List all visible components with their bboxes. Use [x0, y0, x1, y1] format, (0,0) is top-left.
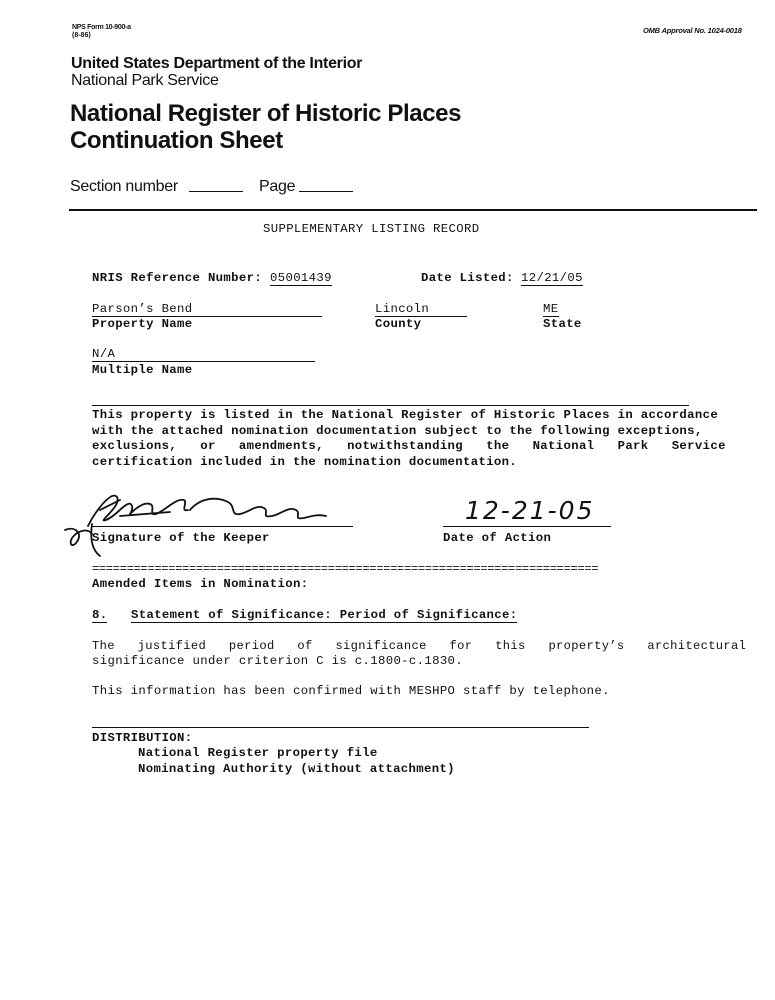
date-listed-label: Date Listed:	[421, 271, 514, 285]
record-title: SUPPLEMENTARY LISTING RECORD	[263, 222, 480, 236]
amended-label: Amended Items in Nomination:	[92, 577, 309, 591]
date-of-action-handwritten: 12-21-05	[465, 496, 595, 525]
department-name: United States Department of the Interior	[71, 55, 363, 72]
form-date: (8-86)	[72, 32, 91, 39]
justified-line: significance under criterion C is c.1800-c.1830.	[92, 654, 464, 668]
property-name-label: Property Name	[92, 317, 193, 331]
state-label: State	[543, 317, 582, 331]
date-of-action-line	[443, 526, 611, 527]
property-name-value: Parson’s Bend	[92, 302, 322, 317]
distribution-label: DISTRIBUTION:	[92, 731, 193, 745]
header-divider	[69, 209, 757, 211]
page-title: National Register of Historic Places	[70, 100, 462, 127]
county-value: Lincoln	[375, 302, 467, 317]
omb-approval: OMB Approval No. 1024-0018	[643, 26, 742, 35]
page-label: Page	[259, 178, 296, 195]
page-subtitle: Continuation Sheet	[70, 127, 283, 154]
state-value: ME	[543, 302, 559, 316]
statement-line: with the attached nomination documentation subject to the following exceptions,	[92, 424, 703, 438]
date-of-action-label: Date of Action	[443, 531, 552, 545]
double-rule: =========================================================================	[92, 562, 599, 576]
nris-value: 05001439	[270, 271, 332, 285]
justified-line: The justified period of significance for this property’s architectural	[92, 639, 747, 653]
statement-line: certification included in the nomination documentation.	[92, 455, 518, 469]
date-listed-value: 12/21/05	[521, 271, 583, 285]
section-number-field[interactable]	[189, 191, 243, 192]
distribution-item: Nominating Authority (without attachment)	[138, 762, 455, 776]
section-item-title: Statement of Significance: Period of Significance:	[131, 608, 518, 622]
agency-name: National Park Service	[71, 72, 219, 89]
page-field[interactable]	[299, 191, 353, 192]
confirmed-line: This information has been confirmed with MESHPO staff by telephone.	[92, 684, 610, 698]
signature-label: Signature of the Keeper	[92, 531, 270, 545]
county-label: County	[375, 317, 422, 331]
section-item-number: 8.	[92, 608, 108, 622]
statement-line: exclusions, or amendments, notwithstanding the National Park Service	[92, 439, 726, 453]
form-number: NPS Form 10-900-a	[72, 24, 131, 31]
signature-line	[92, 526, 353, 527]
section-number-label: Section number	[70, 178, 178, 195]
statement-line: This property is listed in the National Register of Historic Places in accordance	[92, 408, 719, 422]
distribution-item: National Register property file	[138, 746, 378, 760]
multiple-name-value: N/A	[92, 347, 315, 362]
distribution-divider	[92, 727, 589, 728]
nris-label: NRIS Reference Number:	[92, 271, 263, 285]
statement-divider	[92, 405, 689, 406]
multiple-name-label: Multiple Name	[92, 363, 193, 377]
